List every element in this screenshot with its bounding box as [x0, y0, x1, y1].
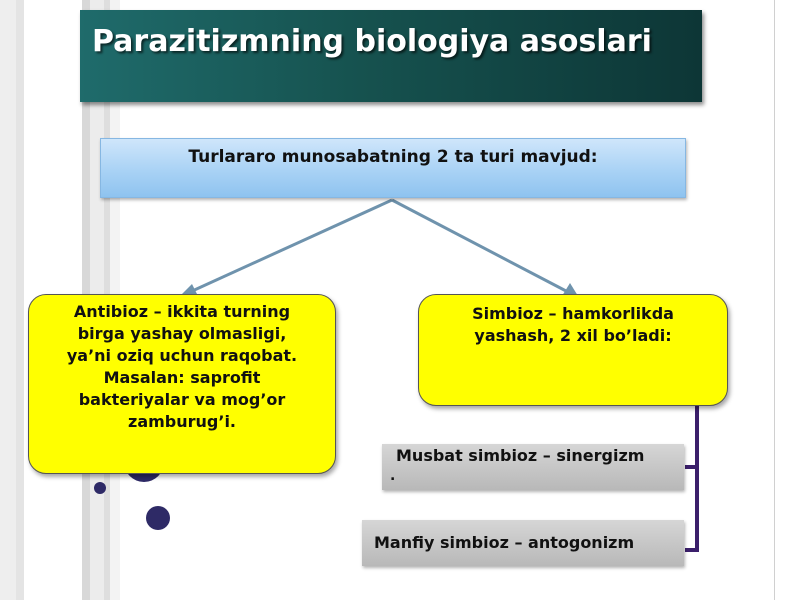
connector-line-left	[190, 200, 392, 292]
musbat-simbioz-dot: .	[390, 468, 396, 484]
antibioz-line: bakteriyalar va mog’or	[78, 390, 286, 409]
antibioz-box	[28, 294, 336, 474]
antibioz-line: Antibioz – ikkita turning	[73, 302, 291, 321]
simbioz-line: yashash, 2 xil bo’ladi:	[474, 326, 672, 345]
simbioz-box	[418, 294, 728, 406]
decor-bar	[0, 0, 16, 600]
simbioz-line: Simbioz – hamkorlikda	[472, 304, 674, 323]
slide-title: Parazitizmning biologiya asoslari	[92, 24, 652, 59]
decor-bar	[16, 0, 24, 600]
musbat-simbioz-label: Musbat simbioz – sinergizm	[396, 446, 645, 465]
relations-box	[100, 138, 686, 198]
title-banner	[80, 10, 702, 102]
antibioz-line: ya’ni oziq uchun raqobat.	[66, 346, 298, 365]
manfiy-simbioz-box	[362, 520, 684, 566]
decor-line	[774, 0, 775, 600]
musbat-simbioz-box	[382, 444, 684, 490]
decor-dot	[146, 506, 170, 530]
antibioz-line: Masalan: saprofit	[103, 368, 261, 387]
decor-dot	[94, 482, 106, 494]
manfiy-simbioz-label: Manfiy simbioz – antogonizm	[374, 533, 635, 552]
antibioz-line: zamburug’i.	[128, 412, 236, 431]
relations-box-text: Turlararo munosabatning 2 ta turi mavjud:	[188, 147, 598, 167]
connector-line-right	[392, 200, 568, 292]
antibioz-line: birga yashay olmasligi,	[77, 324, 287, 343]
